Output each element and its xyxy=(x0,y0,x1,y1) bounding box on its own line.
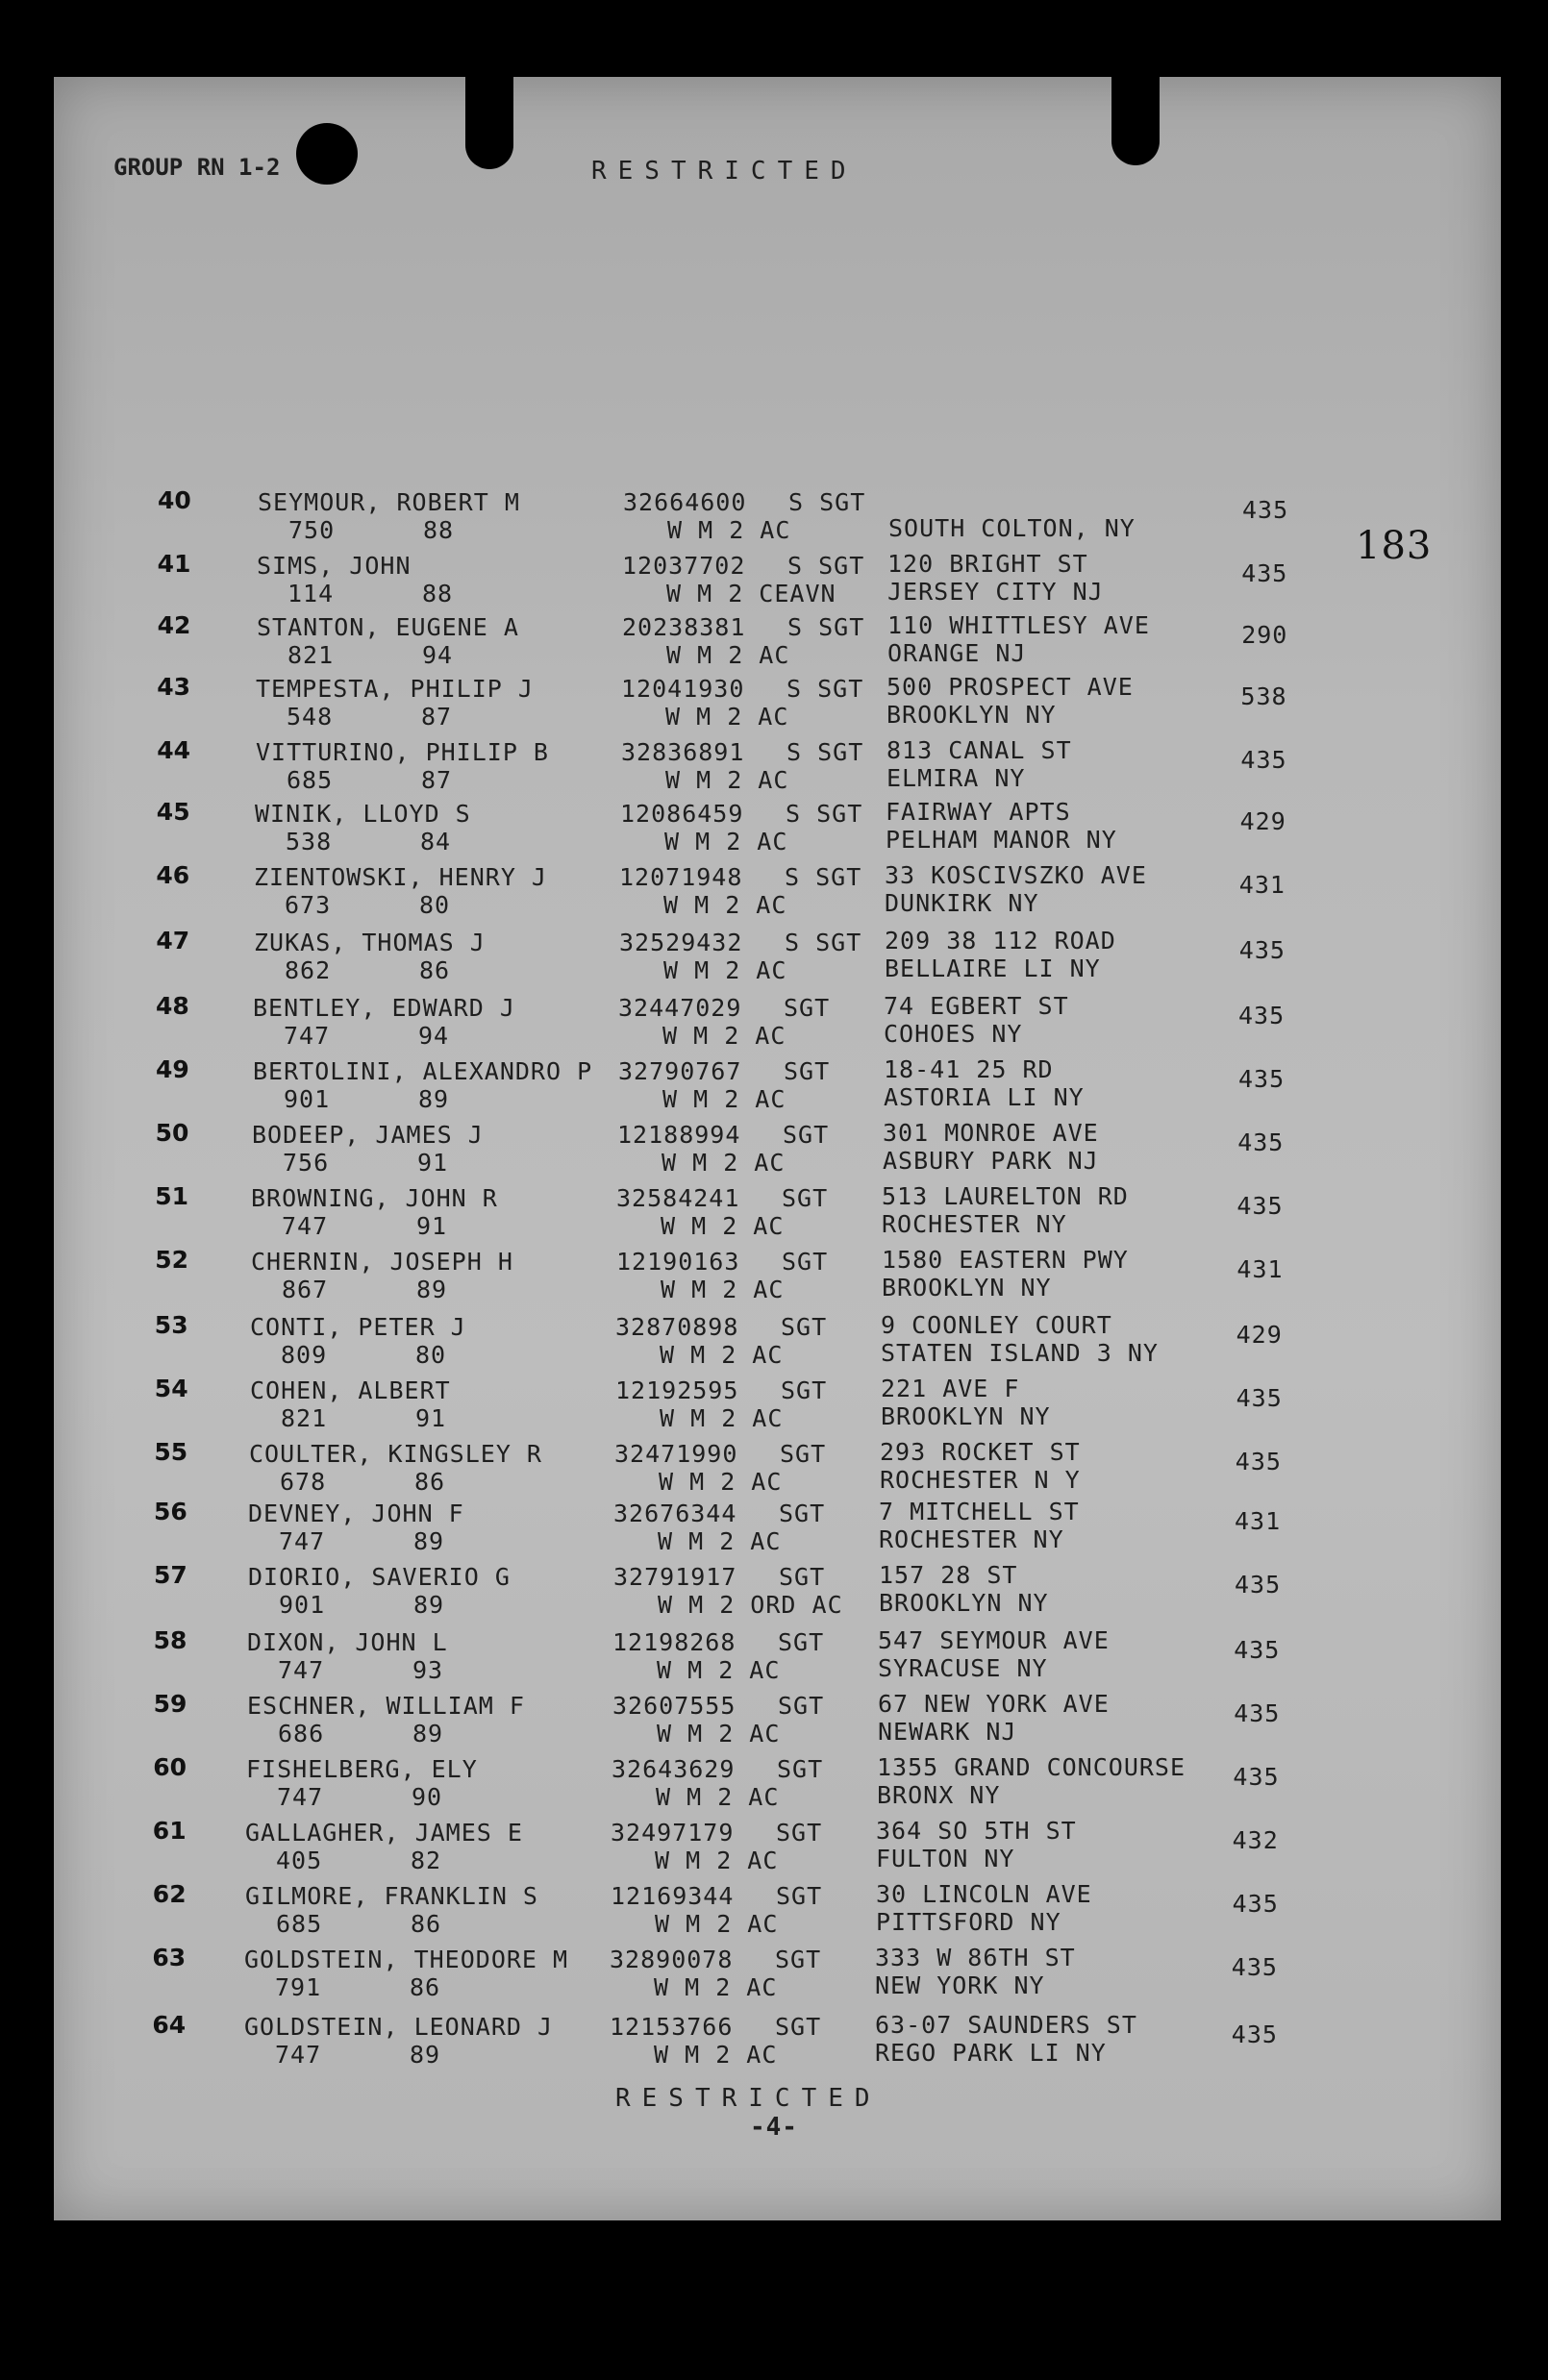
record-address-2: ROCHESTER NY xyxy=(882,1210,1067,1238)
record-race-code: W M 2 CEAVN xyxy=(666,580,836,607)
record-address-2: NEWARK NJ xyxy=(878,1718,1017,1746)
record-sub-code-1: 673 xyxy=(285,891,332,919)
record-rank: SGT xyxy=(781,1376,828,1404)
record-name: GOLDSTEIN, LEONARD J xyxy=(244,2013,554,2041)
record-serial: 32836891 xyxy=(621,738,745,766)
record-value: 429 xyxy=(1239,807,1286,835)
row-number: 61 xyxy=(152,1817,187,1845)
record-sub-code-2: 89 xyxy=(413,1591,445,1619)
record-name: ZUKAS, THOMAS J xyxy=(254,929,486,956)
record-sub-code-2: 88 xyxy=(422,580,454,607)
record-value: 435 xyxy=(1236,1192,1284,1220)
row-number: 52 xyxy=(155,1246,188,1274)
record-serial: 12086459 xyxy=(620,800,744,828)
record-name: DIXON, JOHN L xyxy=(247,1628,448,1656)
record-race-code: W M 2 AC xyxy=(665,766,789,794)
record-address-2: BROOKLYN NY xyxy=(882,1274,1052,1302)
record-rank: S SGT xyxy=(785,863,862,891)
record-sub-code-2: 94 xyxy=(418,1022,450,1050)
record-sub-code-1: 747 xyxy=(282,1212,329,1240)
record-sub-code-2: 86 xyxy=(410,1973,441,2001)
stamp-number: 183 xyxy=(1356,524,1433,568)
record-race-code: W M 2 AC xyxy=(661,1276,785,1303)
record-name: BENTLEY, EDWARD J xyxy=(253,994,515,1022)
record-value: 290 xyxy=(1241,621,1288,649)
record-address-2: REGO PARK LI NY xyxy=(875,2039,1107,2067)
record-value: 435 xyxy=(1240,746,1287,774)
record-sub-code-2: 93 xyxy=(412,1656,444,1684)
record-name: COHEN, ALBERT xyxy=(250,1376,451,1404)
record-race-code: W M 2 AC xyxy=(660,1341,784,1369)
record-address-2: ROCHESTER N Y xyxy=(880,1466,1081,1494)
record-value: 435 xyxy=(1234,1636,1281,1664)
record-rank: S SGT xyxy=(787,552,865,580)
record-serial: 32584241 xyxy=(616,1184,740,1212)
record-address-2: DUNKIRK NY xyxy=(885,889,1039,917)
record-sub-code-2: 84 xyxy=(420,828,452,855)
record-serial: 12198268 xyxy=(612,1628,737,1656)
record-serial: 12190163 xyxy=(616,1248,740,1276)
record-address-2: NEW YORK NY xyxy=(875,1971,1045,1999)
record-serial: 20238381 xyxy=(622,613,746,641)
record-address-2: ELMIRA NY xyxy=(886,764,1026,792)
record-address-1: FAIRWAY APTS xyxy=(886,798,1071,826)
record-address-1: 67 NEW YORK AVE xyxy=(878,1690,1110,1718)
record-sub-code-2: 89 xyxy=(412,1720,444,1748)
record-value: 435 xyxy=(1235,1571,1282,1599)
record-address-2: COHOES NY xyxy=(884,1020,1023,1048)
row-number: 59 xyxy=(153,1690,187,1718)
row-number: 46 xyxy=(156,861,190,889)
header-restricted: RESTRICTED xyxy=(591,157,858,186)
record-sub-code-1: 821 xyxy=(281,1404,328,1432)
record-value: 435 xyxy=(1231,2021,1278,2048)
record-sub-code-1: 809 xyxy=(281,1341,328,1369)
record-serial: 32870898 xyxy=(615,1313,739,1341)
record-rank: SGT xyxy=(776,1819,823,1847)
record-sub-code-1: 867 xyxy=(282,1276,329,1303)
row-number: 48 xyxy=(156,992,189,1020)
record-address-1: 547 SEYMOUR AVE xyxy=(878,1626,1110,1654)
record-sub-code-1: 821 xyxy=(287,641,335,669)
row-number: 64 xyxy=(152,2011,187,2039)
record-address-2: FULTON NY xyxy=(876,1845,1015,1872)
group-header: GROUP RN 1-2 xyxy=(113,154,281,181)
record-serial: 32643629 xyxy=(612,1755,736,1783)
record-address-1: 9 COONLEY COURT xyxy=(881,1311,1112,1339)
row-number: 63 xyxy=(152,1944,187,1971)
row-number: 58 xyxy=(153,1626,187,1654)
record-race-code: W M 2 AC xyxy=(663,891,787,919)
record-race-code: W M 2 AC xyxy=(655,1847,779,1874)
record-name: BROWNING, JOHN R xyxy=(251,1184,498,1212)
record-race-code: W M 2 AC xyxy=(656,1783,780,1811)
record-serial: 12071948 xyxy=(619,863,743,891)
row-number: 54 xyxy=(154,1375,188,1402)
record-sub-code-1: 405 xyxy=(276,1847,323,1874)
record-race-code: W M 2 AC xyxy=(662,1022,786,1050)
record-value: 435 xyxy=(1241,559,1288,587)
record-value: 435 xyxy=(1238,1065,1286,1093)
record-address-1: 500 PROSPECT AVE xyxy=(886,673,1134,701)
record-address-2: BRONX NY xyxy=(877,1781,1001,1809)
record-name: VITTURINO, PHILIP B xyxy=(256,738,549,766)
row-number: 57 xyxy=(154,1561,187,1589)
record-address-2: PITTSFORD NY xyxy=(876,1908,1061,1936)
record-sub-code-2: 89 xyxy=(416,1276,448,1303)
record-name: BERTOLINI, ALEXANDRO P xyxy=(253,1057,593,1085)
record-rank: SGT xyxy=(779,1500,826,1527)
record-sub-code-2: 86 xyxy=(411,1910,442,1938)
record-race-code: W M 2 AC xyxy=(662,1085,786,1113)
record-address-1: 293 ROCKET ST xyxy=(880,1438,1081,1466)
record-sub-code-2: 91 xyxy=(417,1149,449,1177)
record-address-2: BROOKLYN NY xyxy=(881,1402,1051,1430)
record-race-code: W M 2 AC xyxy=(655,1910,779,1938)
record-serial: 12188994 xyxy=(617,1121,741,1149)
record-name: COULTER, KINGSLEY R xyxy=(249,1440,542,1468)
record-sub-code-2: 94 xyxy=(422,641,454,669)
record-sub-code-1: 538 xyxy=(286,828,333,855)
record-address-2: JERSEY CITY NJ xyxy=(887,578,1104,606)
record-name: GOLDSTEIN, THEODORE M xyxy=(244,1946,569,1973)
record-sub-code-2: 91 xyxy=(416,1212,448,1240)
record-address-1: 333 W 86TH ST xyxy=(875,1944,1076,1971)
record-address-2: SYRACUSE NY xyxy=(878,1654,1048,1682)
row-number: 45 xyxy=(156,798,190,826)
record-sub-code-1: 685 xyxy=(276,1910,323,1938)
record-value: 435 xyxy=(1238,936,1286,964)
record-race-code: W M 2 AC xyxy=(654,2041,778,2069)
record-serial: 32790767 xyxy=(618,1057,742,1085)
record-sub-code-2: 82 xyxy=(411,1847,442,1874)
record-address-1: 33 KOSCIVSZKO AVE xyxy=(885,861,1147,889)
record-sub-code-1: 678 xyxy=(280,1468,327,1496)
record-name: GALLAGHER, JAMES E xyxy=(245,1819,523,1847)
record-value: 435 xyxy=(1236,1384,1283,1412)
record-name: GILMORE, FRANKLIN S xyxy=(245,1882,538,1910)
record-race-code: W M 2 AC xyxy=(666,641,790,669)
record-sub-code-2: 90 xyxy=(412,1783,443,1811)
record-address-1: 157 28 ST xyxy=(879,1561,1018,1589)
record-rank: SGT xyxy=(784,994,831,1022)
record-race-code: W M 2 AC xyxy=(661,1212,785,1240)
record-serial: 12169344 xyxy=(611,1882,735,1910)
record-rank: SGT xyxy=(782,1248,829,1276)
row-number: 56 xyxy=(154,1498,187,1525)
record-rank: SGT xyxy=(783,1121,830,1149)
record-sub-code-2: 86 xyxy=(414,1468,446,1496)
record-sub-code-2: 89 xyxy=(413,1527,445,1555)
record-address-1: 7 MITCHELL ST xyxy=(879,1498,1080,1525)
record-name: SIMS, JOHN xyxy=(257,552,412,580)
record-address-1: 1355 GRAND CONCOURSE xyxy=(877,1753,1186,1781)
record-serial: 32497179 xyxy=(611,1819,735,1847)
record-sub-code-1: 747 xyxy=(284,1022,331,1050)
record-rank: SGT xyxy=(778,1628,825,1656)
record-sub-code-1: 750 xyxy=(288,516,336,544)
record-address-2: SOUTH COLTON, NY xyxy=(888,514,1136,542)
record-serial: 32676344 xyxy=(613,1500,737,1527)
record-address-1: 1580 EASTERN PWY xyxy=(882,1246,1129,1274)
record-value: 432 xyxy=(1232,1826,1279,1854)
record-address-2: ASBURY PARK NJ xyxy=(883,1147,1099,1175)
record-address-2: BELLAIRE LI NY xyxy=(885,954,1101,982)
row-number: 44 xyxy=(157,736,190,764)
record-serial: 32607555 xyxy=(612,1692,737,1720)
record-address-1: 110 WHITTLESY AVE xyxy=(887,611,1150,639)
record-value: 431 xyxy=(1235,1507,1282,1535)
record-address-1: 813 CANAL ST xyxy=(886,736,1072,764)
record-sub-code-2: 91 xyxy=(415,1404,447,1432)
record-sub-code-2: 80 xyxy=(419,891,451,919)
record-address-1: 18-41 25 RD xyxy=(884,1055,1054,1083)
record-value: 435 xyxy=(1235,1448,1282,1475)
row-number: 51 xyxy=(155,1182,188,1210)
row-number: 40 xyxy=(158,486,191,514)
record-sub-code-1: 747 xyxy=(278,1656,325,1684)
footer-restricted: RESTRICTED xyxy=(615,2084,882,2113)
binder-hole-left xyxy=(296,123,358,185)
record-serial: 32471990 xyxy=(614,1440,738,1468)
record-rank: S SGT xyxy=(786,738,864,766)
record-value: 435 xyxy=(1238,1002,1286,1029)
record-race-code: W M 2 AC xyxy=(658,1527,782,1555)
row-number: 49 xyxy=(156,1055,189,1083)
record-rank: S SGT xyxy=(787,613,865,641)
record-serial: 32664600 xyxy=(623,488,747,516)
record-serial: 32890078 xyxy=(610,1946,734,1973)
record-rank: SGT xyxy=(778,1692,825,1720)
row-number: 53 xyxy=(154,1311,188,1339)
record-sub-code-2: 88 xyxy=(423,516,455,544)
row-number: 60 xyxy=(153,1753,187,1781)
record-sub-code-2: 87 xyxy=(421,703,453,731)
record-rank: SGT xyxy=(781,1313,828,1341)
record-rank: SGT xyxy=(775,1946,822,1973)
record-name: STANTON, EUGENE A xyxy=(257,613,519,641)
record-race-code: W M 2 ORD AC xyxy=(658,1591,843,1619)
record-race-code: W M 2 AC xyxy=(660,1404,784,1432)
binder-hole-right xyxy=(1111,77,1160,165)
record-name: DIORIO, SAVERIO G xyxy=(248,1563,511,1591)
binder-hole-middle xyxy=(465,77,513,169)
record-rank: S SGT xyxy=(786,800,863,828)
row-number: 55 xyxy=(154,1438,188,1466)
record-address-1: 209 38 112 ROAD xyxy=(885,927,1116,954)
record-value: 435 xyxy=(1231,1953,1278,1981)
row-number: 50 xyxy=(155,1119,189,1147)
record-race-code: W M 2 AC xyxy=(654,1973,778,2001)
record-race-code: W M 2 AC xyxy=(657,1656,781,1684)
record-name: TEMPESTA, PHILIP J xyxy=(256,675,534,703)
record-sub-code-1: 548 xyxy=(287,703,334,731)
record-rank: S SGT xyxy=(786,675,864,703)
record-sub-code-1: 901 xyxy=(284,1085,331,1113)
record-name: CHERNIN, JOSEPH H xyxy=(251,1248,513,1276)
record-serial: 32791917 xyxy=(613,1563,737,1591)
row-number: 62 xyxy=(152,1880,187,1908)
record-rank: SGT xyxy=(777,1755,824,1783)
record-race-code: W M 2 AC xyxy=(663,956,787,984)
record-address-2: STATEN ISLAND 3 NY xyxy=(881,1339,1159,1367)
record-value: 429 xyxy=(1236,1321,1283,1349)
row-number: 41 xyxy=(157,550,191,578)
record-sub-code-1: 756 xyxy=(283,1149,330,1177)
record-rank: S SGT xyxy=(785,929,862,956)
row-number: 47 xyxy=(156,927,190,954)
record-race-code: W M 2 AC xyxy=(662,1149,786,1177)
record-serial: 32447029 xyxy=(618,994,742,1022)
record-value: 435 xyxy=(1232,1890,1279,1918)
record-value: 431 xyxy=(1236,1255,1284,1283)
record-address-2: ROCHESTER NY xyxy=(879,1525,1064,1553)
record-address-1: 120 BRIGHT ST xyxy=(887,550,1088,578)
record-name: BODEEP, JAMES J xyxy=(252,1121,484,1149)
record-serial: 12192595 xyxy=(615,1376,739,1404)
record-name: WINIK, LLOYD S xyxy=(255,800,471,828)
record-serial: 12153766 xyxy=(610,2013,734,2041)
record-sub-code-1: 747 xyxy=(275,2041,322,2069)
record-address-1: 221 AVE F xyxy=(881,1375,1020,1402)
record-sub-code-1: 685 xyxy=(287,766,334,794)
record-address-1: 74 EGBERT ST xyxy=(884,992,1069,1020)
record-rank: SGT xyxy=(780,1440,827,1468)
record-address-2: ORANGE NJ xyxy=(887,639,1027,667)
record-rank: SGT xyxy=(775,2013,822,2041)
record-sub-code-2: 89 xyxy=(418,1085,450,1113)
page-number: -4- xyxy=(750,2113,798,2142)
record-address-2: BROOKLYN NY xyxy=(879,1589,1049,1617)
record-address-2: PELHAM MANOR NY xyxy=(886,826,1117,854)
record-sub-code-1: 791 xyxy=(275,1973,322,2001)
record-serial: 12037702 xyxy=(622,552,746,580)
record-sub-code-1: 862 xyxy=(285,956,332,984)
record-sub-code-1: 686 xyxy=(278,1720,325,1748)
record-race-code: W M 2 AC xyxy=(667,516,791,544)
record-name: ZIENTOWSKI, HENRY J xyxy=(254,863,547,891)
record-race-code: W M 2 AC xyxy=(665,703,789,731)
record-serial: 32529432 xyxy=(619,929,743,956)
record-name: CONTI, PETER J xyxy=(250,1313,466,1341)
record-address-2: ASTORIA LI NY xyxy=(884,1083,1085,1111)
record-name: FISHELBERG, ELY xyxy=(246,1755,478,1783)
record-value: 435 xyxy=(1242,496,1289,524)
record-sub-code-2: 80 xyxy=(415,1341,447,1369)
record-address-1: 301 MONROE AVE xyxy=(883,1119,1099,1147)
record-value: 538 xyxy=(1240,682,1287,710)
record-rank: S SGT xyxy=(788,488,866,516)
record-sub-code-2: 86 xyxy=(419,956,451,984)
record-race-code: W M 2 AC xyxy=(664,828,788,855)
record-sub-code-2: 87 xyxy=(421,766,453,794)
row-number: 43 xyxy=(157,673,190,701)
record-address-1: 30 LINCOLN AVE xyxy=(876,1880,1092,1908)
record-name: DEVNEY, JOHN F xyxy=(248,1500,464,1527)
record-value: 435 xyxy=(1233,1763,1280,1791)
record-sub-code-1: 114 xyxy=(287,580,335,607)
record-value: 431 xyxy=(1238,871,1286,899)
record-name: SEYMOUR, ROBERT M xyxy=(258,488,520,516)
record-rank: SGT xyxy=(784,1057,831,1085)
record-name: ESCHNER, WILLIAM F xyxy=(247,1692,525,1720)
record-race-code: W M 2 AC xyxy=(657,1720,781,1748)
record-address-1: 364 SO 5TH ST xyxy=(876,1817,1077,1845)
record-sub-code-1: 747 xyxy=(279,1527,326,1555)
record-value: 435 xyxy=(1234,1699,1281,1727)
row-number: 42 xyxy=(157,611,191,639)
record-address-1: 63-07 SAUNDERS ST xyxy=(875,2011,1137,2039)
record-sub-code-1: 747 xyxy=(277,1783,324,1811)
record-address-1: 513 LAURELTON RD xyxy=(882,1182,1129,1210)
record-sub-code-2: 89 xyxy=(410,2041,441,2069)
record-rank: SGT xyxy=(779,1563,826,1591)
record-serial: 12041930 xyxy=(621,675,745,703)
record-value: 435 xyxy=(1237,1128,1285,1156)
record-sub-code-1: 901 xyxy=(279,1591,326,1619)
record-rank: SGT xyxy=(776,1882,823,1910)
record-rank: SGT xyxy=(782,1184,829,1212)
record-race-code: W M 2 AC xyxy=(659,1468,783,1496)
record-address-2: BROOKLYN NY xyxy=(886,701,1057,729)
